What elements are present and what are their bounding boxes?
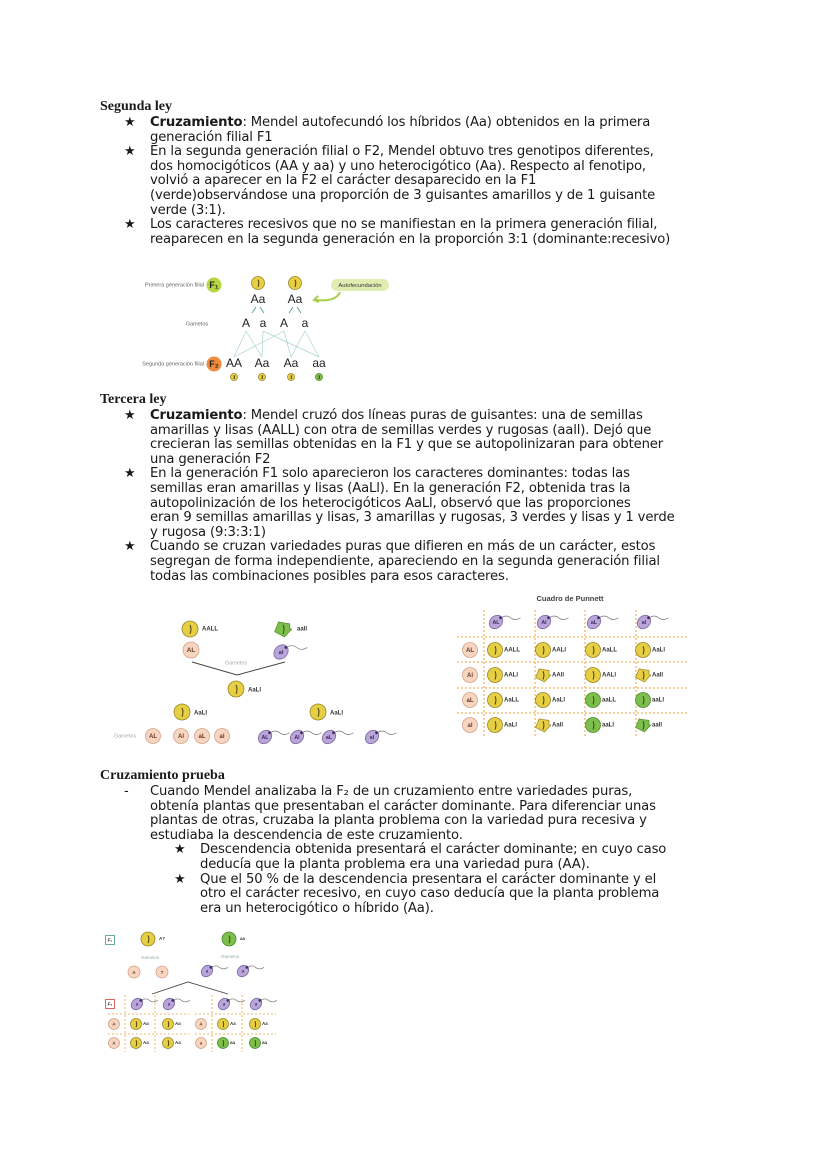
pea-icon — [488, 718, 503, 733]
genotype-label: Aa — [262, 1021, 268, 1027]
text-fragment: En la generación F1 solo aparecieron los caracteres dominantes: todas las — [150, 466, 630, 482]
egg-gamete-icon — [215, 729, 230, 744]
genotype-label: AA — [225, 356, 243, 371]
star-bullet-icon: ★ — [124, 539, 136, 555]
gamete-label: a — [222, 1001, 226, 1007]
text-fragment: una generación F2 — [150, 451, 271, 467]
pea-icon — [288, 374, 295, 381]
star-bullet-icon: ★ — [124, 408, 136, 423]
heading-segunda-ley: Segunda ley — [100, 99, 172, 114]
wrinkled-pea-icon — [536, 719, 551, 732]
genotype-label: Aa — [230, 1021, 236, 1027]
gamete-allele: a — [301, 316, 309, 331]
star-bullet-icon: ★ — [124, 144, 136, 160]
pea-icon — [636, 693, 651, 708]
text-fragment: obtenía plantas que presentaban el carácter dominante. Para diferenciar unas — [150, 798, 656, 814]
sperm-gamete-icon — [216, 996, 245, 1012]
genotype-label: Aa — [287, 292, 303, 307]
text-fragment: Cuando Mendel analizaba la F₂ de un cruzamiento entre variedades puras, — [150, 784, 633, 799]
genotype-label: A? — [159, 936, 165, 942]
text-fragment: eran 9 semillas amarillas y lisas, 3 amarillas y rugosas, 3 verdes y lisas y 1 verde — [150, 510, 675, 526]
egg-gamete-icon — [109, 1038, 120, 1049]
punnett-cell-genotype: AALl — [552, 647, 566, 654]
gamete-label: A — [132, 970, 136, 976]
text-fragment: dos homocigóticos (AA y aa) y uno heterocigótico (Aa). Respecto al fenotipo, — [150, 158, 646, 174]
pea-icon — [218, 1019, 229, 1030]
gamete-label: Al — [294, 734, 300, 741]
star-bullet-icon: ★ — [124, 217, 136, 233]
gametes-label: Gametos — [220, 954, 240, 960]
text-fragment: deducía que la planta problema era una variedad pura (AA). — [200, 856, 590, 872]
star-bullet-icon: ★ — [124, 466, 136, 482]
cross-line — [263, 331, 319, 357]
sperm-gamete-icon — [535, 613, 569, 632]
star-bullet-icon: ★ — [124, 115, 136, 130]
box-label: F₁ — [107, 937, 113, 943]
pea-icon — [488, 643, 503, 658]
punnett-cell-genotype: AaLL — [504, 697, 519, 704]
punnett-cell-genotype: AALl — [504, 672, 518, 679]
pea-icon — [289, 277, 302, 290]
pea-icon — [131, 1038, 142, 1049]
gamete-allele: A — [279, 316, 289, 331]
f1-label: Primera generación filial — [145, 282, 204, 289]
pea-icon — [182, 621, 198, 637]
gamete-label: Al — [541, 619, 547, 626]
cross-line — [152, 982, 228, 994]
cross-line — [291, 331, 305, 357]
pea-icon — [310, 704, 326, 720]
punnett-cell-genotype: aall — [652, 722, 663, 729]
genotype-label: AALL — [202, 626, 218, 633]
pea-icon — [586, 718, 601, 733]
curved-arrow-icon — [316, 292, 340, 300]
genotype-label: aa — [312, 356, 326, 371]
gamete-label: a — [135, 1001, 139, 1007]
sperm-gamete-icon — [288, 728, 322, 747]
cross-line — [234, 331, 246, 357]
pea-icon — [228, 681, 244, 697]
arrow-head-icon — [314, 296, 319, 302]
egg-gamete-icon — [463, 643, 478, 658]
gamete-label: AL — [492, 619, 500, 626]
pea-icon — [218, 1038, 229, 1049]
bold-term: Cruzamiento — [150, 408, 243, 423]
gamete-label: al — [219, 734, 225, 741]
gametes-label: Gametos — [224, 660, 248, 667]
text-fragment: generación filial F1 — [150, 129, 273, 145]
punnett-cell-genotype: aaLl — [602, 722, 615, 729]
f2-label: Segunda generación filial — [142, 361, 204, 368]
box-label: F₂ — [107, 1001, 113, 1007]
genotype-label: Aa — [175, 1021, 181, 1027]
egg-gamete-icon — [463, 693, 478, 708]
genotype-label: AaLl — [248, 687, 262, 694]
text-fragment: y rugosa (9:3:3:1) — [150, 524, 266, 540]
egg-gamete-icon — [109, 1019, 120, 1030]
egg-gamete-icon — [463, 718, 478, 733]
badge-label: F₁ — [209, 279, 219, 290]
text-fragment: estudiaba la descendencia de este cruzamiento. — [150, 827, 463, 843]
arrow-icon — [289, 307, 301, 313]
sperm-gamete-icon — [320, 728, 354, 747]
punnett-cell-genotype: Aall — [652, 672, 664, 679]
gamete-label: a — [254, 1001, 258, 1007]
sperm-gamete-icon — [235, 963, 264, 979]
text-fragment: autopolinización de los heterocigóticos AaLl, observó que las proporciones — [150, 495, 631, 511]
text-fragment: volvió a aparecer en la F2 el carácter desaparecido en la F1 — [150, 173, 537, 189]
pea-icon — [250, 1019, 261, 1030]
gamete-label: AL — [466, 648, 474, 655]
text-fragment: Que el 50 % de la descendencia presentara el carácter dominante y el — [200, 871, 657, 887]
text-fragment: verde (3:1). — [150, 202, 226, 218]
punnett-cell-genotype: AaLl — [652, 647, 666, 654]
text-fragment: era un heterocigótico o híbrido (Aa). — [200, 900, 434, 916]
pea-icon — [488, 668, 503, 683]
gamete-label: A — [199, 1021, 203, 1027]
punnett-cell-genotype: AaLl — [552, 697, 566, 704]
pea-icon — [163, 1038, 174, 1049]
text-fragment: (verde)observándose una proporción de 3 guisantes amarillos y de 1 guisante — [150, 187, 656, 203]
dash-bullet: - — [124, 784, 129, 799]
genotype-label: Aa — [143, 1040, 149, 1046]
gamete-label: al — [641, 619, 647, 626]
egg-gamete-icon — [174, 729, 189, 744]
text-fragment: plantas de otras, cruzaba la planta problema con la variedad pura recesiva y — [150, 813, 647, 829]
sperm-gamete-icon — [248, 996, 277, 1012]
text-fragment: : Mendel cruzó dos líneas puras de guisantes: una de semillas — [242, 408, 643, 423]
genotype-label: Aa — [175, 1040, 181, 1046]
sperm-gamete-icon — [161, 996, 190, 1012]
badge-label: F₂ — [209, 358, 219, 369]
text-fragment: crecieran las semillas obtenidas en la F1 y que se autopolinizaran para obtener — [150, 437, 664, 453]
pea-icon — [222, 932, 236, 946]
gamete-label: aL — [198, 734, 206, 741]
egg-gamete-icon — [183, 642, 199, 658]
gamete-label: AL — [186, 647, 196, 655]
genotype-label: AaLl — [194, 710, 208, 717]
gamete-label: AL — [261, 734, 269, 741]
gamete-label: a — [205, 968, 209, 974]
genotype-label: AaLl — [330, 710, 344, 717]
gamete-label: a — [167, 1001, 171, 1007]
cross-line — [262, 331, 263, 357]
gametes-label: Gametos — [113, 733, 137, 740]
heading-cruzamiento-prueba: Cruzamiento prueba — [100, 768, 225, 783]
gametes-label: Gametos — [185, 321, 209, 328]
pea-icon — [163, 1019, 174, 1030]
punnett-cell-genotype: AALl — [602, 672, 616, 679]
pea-icon — [131, 1019, 142, 1030]
gamete-label: AL — [149, 734, 157, 741]
egg-gamete-icon — [463, 668, 478, 683]
genotype-label: Aa — [254, 356, 270, 371]
egg-gamete-icon — [196, 1019, 207, 1030]
pea-icon — [488, 693, 503, 708]
egg-gamete-icon — [128, 966, 140, 978]
cross-line — [284, 331, 291, 357]
cross-line — [234, 331, 284, 357]
pea-icon — [141, 932, 155, 946]
gamete-label: aL — [590, 619, 598, 626]
f1-box — [106, 936, 115, 945]
gamete-label: aL — [466, 698, 474, 705]
pea-icon — [536, 643, 551, 658]
gamete-label: aL — [325, 734, 333, 741]
punnett-cell-genotype: aaLl — [652, 697, 665, 704]
pea-icon — [586, 693, 601, 708]
gamete-label: al — [369, 734, 375, 741]
genotype-label: aa — [230, 1040, 236, 1046]
f2-badge — [207, 357, 222, 372]
gamete-label: A — [112, 1021, 116, 1027]
text-fragment: reaparecen en la segunda generación en la proporción 3:1 (dominante:recesivo) — [150, 231, 671, 247]
sperm-gamete-icon — [585, 613, 619, 632]
punnett-cell-genotype: aaLL — [602, 697, 617, 704]
wrinkled-pea-icon — [636, 719, 651, 732]
bold-term: Cruzamiento — [150, 115, 243, 130]
punnett-cell-genotype: Aall — [552, 722, 564, 729]
sperm-gamete-icon — [129, 996, 158, 1012]
genotype-label: Aa — [250, 292, 266, 307]
pea-icon — [250, 1038, 261, 1049]
genotype-label: aa — [262, 1040, 268, 1046]
egg-gamete-icon — [195, 729, 210, 744]
gamete-label: a — [241, 968, 245, 974]
star-bullet-icon: ★ — [174, 842, 186, 858]
text-fragment: Los caracteres recesivos que no se manifiestan en la primera generación filial, — [150, 217, 658, 233]
pea-icon — [586, 643, 601, 658]
gamete-label: a — [199, 1040, 203, 1046]
genotype-label: Aa — [283, 356, 299, 371]
genotype-label: aa — [240, 936, 246, 942]
gamete-label: A — [112, 1040, 116, 1046]
pea-icon — [252, 277, 265, 290]
text-fragment: todas las combinaciones posibles para esos caracteres. — [150, 568, 509, 584]
sperm-gamete-icon — [256, 728, 290, 747]
pea-icon — [231, 374, 238, 381]
punnett-cell-genotype: AALL — [504, 647, 520, 654]
text-fragment: segregan de forma independiente, apareciendo en la segunda generación filial — [150, 553, 660, 569]
text-fragment: Cuando se cruzan variedades puras que difieren en más de un carácter, estos — [150, 539, 656, 555]
genotype-label: Aa — [143, 1021, 149, 1027]
heading-tercera-ley: Tercera ley — [100, 392, 167, 407]
star-bullet-icon: ★ — [174, 871, 186, 887]
pea-icon — [259, 374, 266, 381]
wrinkled-pea-icon — [636, 669, 651, 682]
text-fragment: : Mendel autofecundó los híbridos (Aa) obtenidos en la primera — [242, 115, 651, 130]
punnett-cell-genotype: AaLL — [602, 647, 617, 654]
text-fragment: En la segunda generación filial o F2, Mendel obtuvo tres genotipos diferentes, — [150, 144, 654, 160]
gamete-label: Al — [467, 673, 473, 680]
gamete-label: al — [467, 723, 473, 730]
cross-line — [305, 331, 319, 357]
punnett-cell-genotype: AaLl — [504, 722, 518, 729]
text-fragment: semillas eran amarillas y lisas (AaLl). En la generación F2, obtenida tras la — [150, 480, 631, 496]
gamete-label: Al — [178, 734, 184, 741]
sperm-gamete-icon — [487, 613, 521, 632]
egg-gamete-icon — [146, 729, 161, 744]
sperm-gamete-icon — [635, 613, 669, 632]
gamete-allele: a — [259, 316, 267, 331]
punnett-title: Cuadro de Punnett — [536, 593, 604, 603]
gamete-label: ? — [160, 970, 164, 976]
text-fragment: amarillas y lisas (AALL) con otra de semillas verdes y rugosas (aall). Dejó que — [150, 422, 652, 438]
pea-icon — [316, 374, 323, 381]
genotype-label: aall — [297, 626, 308, 633]
egg-gamete-icon — [156, 966, 168, 978]
autofecundacion-label: Autofecundación — [338, 283, 382, 290]
text-fragment: Descendencia obtenida presentará el carácter dominante; en cuyo caso — [200, 842, 667, 858]
wrinkled-pea-icon — [275, 622, 292, 637]
arrow-icon — [252, 307, 264, 313]
gametes-label: Gametos — [140, 955, 160, 961]
gamete-allele: A — [241, 316, 251, 331]
f1-badge — [207, 278, 222, 293]
text-fragment: otro el carácter recesivo, en cuyo caso deducía que la planta problema — [200, 886, 660, 902]
punnett-cell-genotype: AAll — [552, 672, 564, 679]
gamete-label: al — [278, 649, 284, 656]
sperm-gamete-icon — [271, 642, 307, 662]
f2-box — [106, 1000, 115, 1009]
sperm-gamete-icon — [199, 963, 228, 979]
pea-icon — [174, 704, 190, 720]
pea-icon — [636, 643, 651, 658]
pea-icon — [536, 693, 551, 708]
pea-icon — [586, 668, 601, 683]
wrinkled-pea-icon — [536, 669, 551, 682]
egg-gamete-icon — [196, 1038, 207, 1049]
sperm-gamete-icon — [363, 728, 397, 747]
